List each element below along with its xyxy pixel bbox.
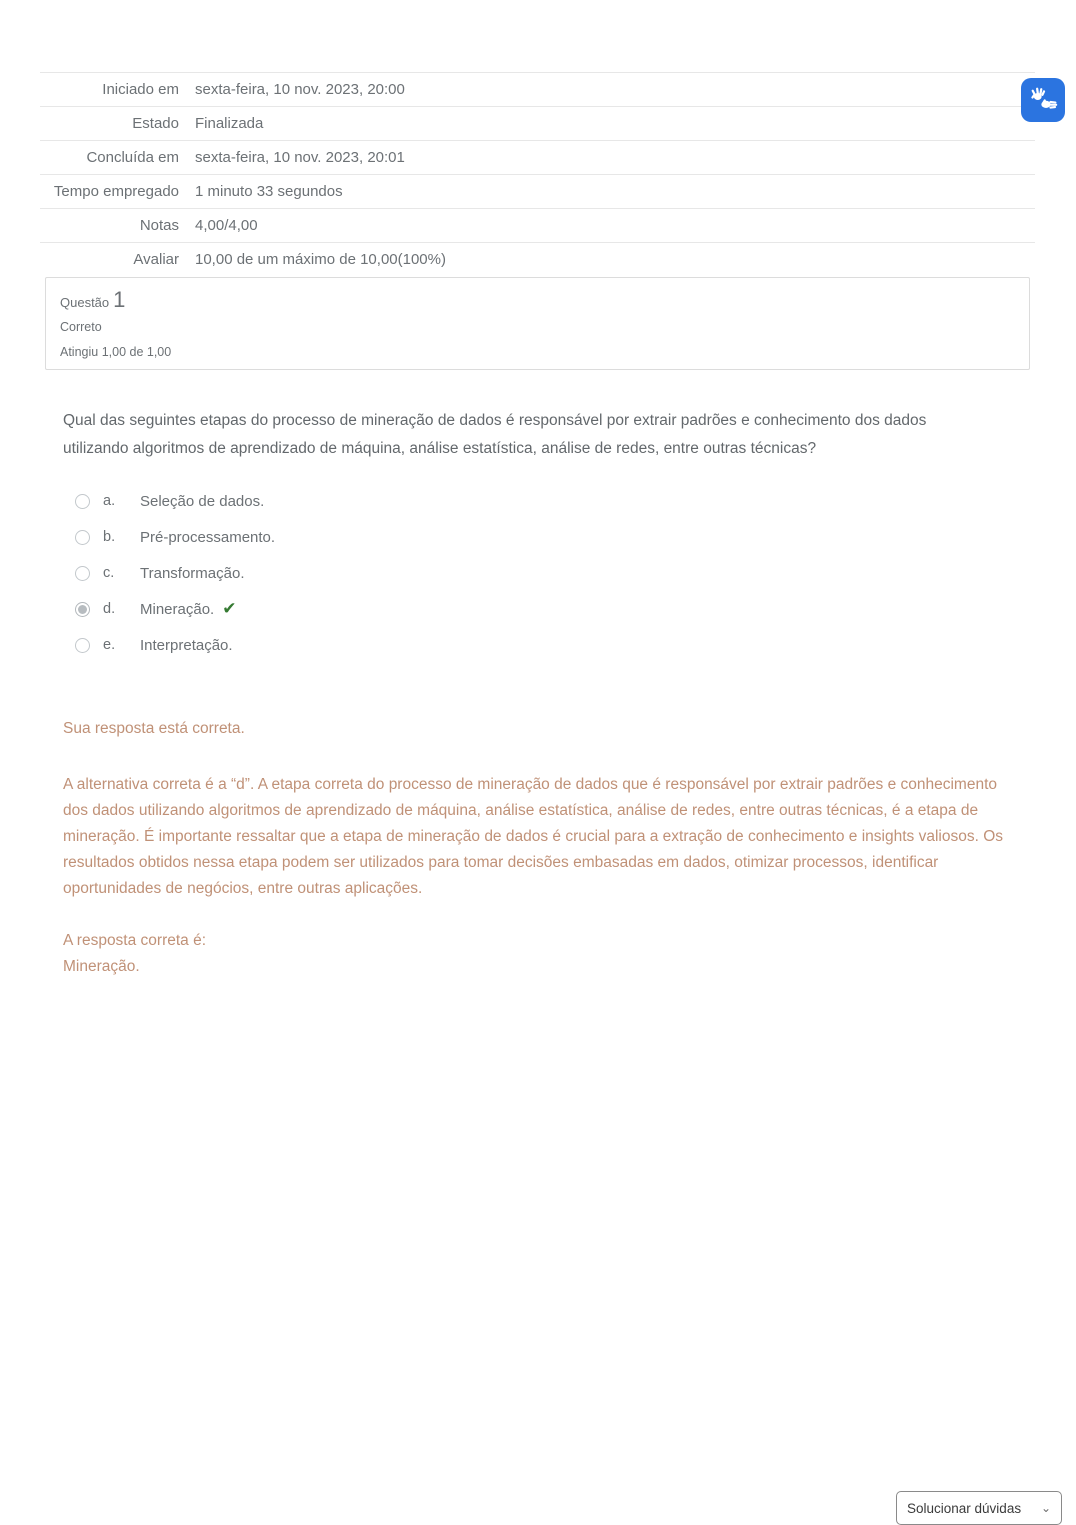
summary-value: 10,00 de um máximo de 10,00(100%)	[195, 251, 446, 268]
correct-answer-prefix: A resposta correta é:	[63, 932, 207, 949]
help-chat-button-label: Solucionar dúvidas	[907, 1500, 1022, 1516]
summary-label: Avaliar	[133, 251, 179, 268]
summary-label: Iniciado em	[102, 81, 179, 98]
option-label: Mineração.	[140, 600, 215, 618]
summary-label: Tempo empregado	[53, 183, 179, 200]
libras-accessibility-button[interactable]	[1021, 78, 1065, 122]
summary-value: 1 minuto 33 segundos	[195, 183, 343, 200]
option-label: Transformação.	[140, 564, 245, 582]
answer-option-b[interactable]	[75, 526, 275, 548]
option-label: Pré-processamento.	[140, 528, 276, 546]
option-label: Seleção de dados.	[140, 492, 265, 510]
feedback-explanation-text: A alternativa correta é a “d”. A etapa correta do processo de mineração de dados que é responsável por extrair padrões e conhecimento dos dados utilizando algoritmos de aprendizado de máquina, análise estatística, análise de redes, entre outras técnicas, é a etapa de mineração. É importante ressaltar que a etapa de mineração de dados é crucial para a extração de conhecimento e insights valiosos. Os resultados obtidos nessa etapa podem ser utilizados para tomar decisões embasadas em dados, otimizar processos, identificar oportunidades de negócios, entre outras aplicações.	[63, 776, 1003, 897]
question-text: Qual das seguintes etapas do processo de mineração de dados é responsável por extrair padrões e conhecimento dos dados utilizando algoritmos de aprendizado de máquina, análise estatística, análise de redes, entre outras técnicas?	[63, 412, 927, 457]
summary-label: Estado	[132, 115, 179, 132]
answer-option-d-selected[interactable]	[75, 598, 275, 620]
summary-row-time-taken	[40, 175, 1035, 209]
summary-value: 4,00/4,00	[195, 217, 258, 234]
summary-row-started	[40, 72, 1035, 107]
answer-option-a[interactable]	[75, 490, 275, 512]
summary-row-grade	[40, 243, 1035, 276]
answer-options	[75, 490, 275, 670]
summary-value: sexta-feira, 10 nov. 2023, 20:00	[195, 81, 405, 98]
attempt-summary-table	[40, 72, 1035, 276]
option-letter: e.	[103, 637, 116, 653]
correct-check-icon: ✔	[222, 599, 237, 618]
question-number-value: 1	[113, 287, 126, 312]
sign-language-hands-icon	[1028, 83, 1058, 118]
summary-value: sexta-feira, 10 nov. 2023, 20:01	[195, 149, 405, 166]
option-letter: d.	[103, 601, 116, 617]
option-letter: b.	[103, 529, 116, 545]
summary-row-marks	[40, 209, 1035, 243]
question-info-box	[45, 277, 1030, 370]
option-letter: a.	[103, 493, 116, 509]
question-number	[60, 287, 1015, 313]
question-state-badge: Correto	[60, 320, 102, 334]
radio-button[interactable]	[75, 566, 90, 581]
question-grade: Atingiu 1,00 de 1,00	[60, 345, 172, 359]
answer-option-e[interactable]	[75, 634, 275, 656]
radio-button[interactable]	[75, 494, 90, 509]
summary-label: Notas	[139, 217, 179, 234]
feedback-correct-answer	[63, 928, 1015, 980]
radio-button-checked[interactable]	[75, 602, 90, 617]
help-chat-button[interactable]	[896, 1491, 1062, 1525]
summary-row-state	[40, 107, 1035, 141]
answer-option-c[interactable]	[75, 562, 275, 584]
radio-button[interactable]	[75, 638, 90, 653]
summary-row-completed	[40, 141, 1035, 175]
chevron-down-icon: ⌄	[1040, 1501, 1051, 1515]
option-letter: c.	[103, 565, 115, 581]
feedback-correctness-text: Sua resposta está correta.	[63, 720, 245, 737]
correct-answer-value: Mineração.	[63, 958, 140, 975]
radio-button[interactable]	[75, 530, 90, 545]
summary-label: Concluída em	[86, 149, 179, 166]
question-number-label: Questão	[60, 295, 110, 310]
summary-value: Finalizada	[195, 115, 264, 132]
option-label: Interpretação.	[140, 636, 233, 654]
